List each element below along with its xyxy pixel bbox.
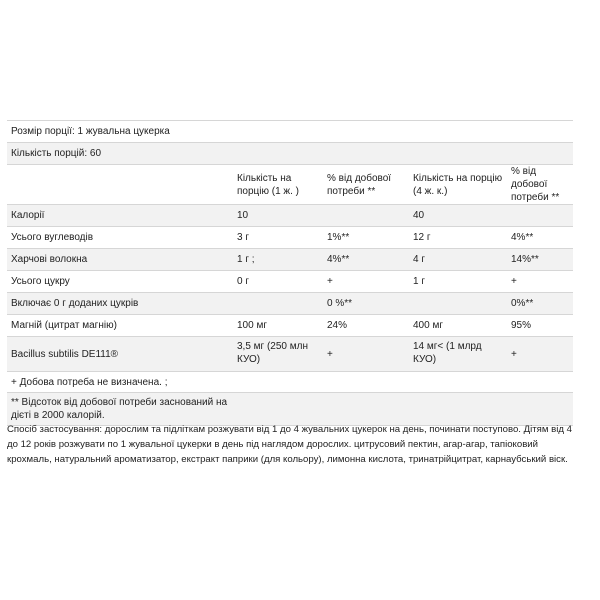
dv-4: 14%** — [507, 249, 573, 271]
table-row — [7, 227, 573, 249]
amount-4: 1 г — [409, 271, 507, 293]
table-row — [7, 293, 573, 315]
amount-1: 0 г — [233, 271, 323, 293]
dv-1: 0 %** — [323, 293, 409, 315]
header-name-cell — [7, 165, 233, 205]
footnote-stars-empty — [233, 393, 573, 426]
nutrient-name: Bacillus subtilis DE111® — [7, 337, 233, 372]
amount-4: 40 — [409, 205, 507, 227]
nutrient-name: Магній (цитрат магнію) — [7, 315, 233, 337]
header-amount-1: Кількість на порцію (1 ж. ) — [233, 165, 323, 205]
footnote-plus-row — [7, 372, 573, 393]
serving-size-row — [7, 121, 573, 143]
dv-1: 24% — [323, 315, 409, 337]
dv-4: 4%** — [507, 227, 573, 249]
amount-1 — [233, 293, 323, 315]
nutrient-name: Харчові волокна — [7, 249, 233, 271]
header-dv-1: % від добової потреби ** — [323, 165, 409, 205]
amount-4: 12 г — [409, 227, 507, 249]
header-dv-4: % від добової потреби ** — [507, 165, 573, 205]
dv-4: 95% — [507, 315, 573, 337]
dv-4 — [507, 205, 573, 227]
nutrient-name: Усього цукру — [7, 271, 233, 293]
usage-instructions: Спосіб застосування: дорослим та підліткам розжувати від 1 до 4 жувальних цукерок на день, починати поступово. Дітям від 4 до 12 років розжувати по 1 жувальної цукерки в день під наглядом дорослих. цитрусовий пектин, агар-агар, тапіоковий крохмаль, натуральний ароматизатор, екстракт паприки (для кольору), лимонна кислота, тринатрійцитрат, карнаубський віск. — [7, 424, 572, 465]
table-row — [7, 315, 573, 337]
amount-1: 3 г — [233, 227, 323, 249]
amount-4: 400 мг — [409, 315, 507, 337]
dv-4: 0%** — [507, 293, 573, 315]
amount-1: 3,5 мг (250 млн КУО) — [233, 337, 323, 372]
amount-1: 100 мг — [233, 315, 323, 337]
dv-4: + — [507, 337, 573, 372]
table-row — [7, 337, 573, 372]
dv-1: 4%** — [323, 249, 409, 271]
dv-1: + — [323, 271, 409, 293]
footnote-stars-row — [7, 393, 573, 426]
nutrient-name: Усього вуглеводів — [7, 227, 233, 249]
supplement-facts — [7, 120, 573, 426]
amount-4: 4 г — [409, 249, 507, 271]
header-row — [7, 165, 573, 205]
table-row — [7, 249, 573, 271]
amount-4 — [409, 293, 507, 315]
dv-1 — [323, 205, 409, 227]
amount-1: 1 г ; — [233, 249, 323, 271]
supplement-facts-table — [7, 120, 573, 426]
amount-4: 14 мг< (1 млрд КУО) — [409, 337, 507, 372]
servings-count-row — [7, 143, 573, 165]
table-row — [7, 271, 573, 293]
amount-1: 10 — [233, 205, 323, 227]
table-row — [7, 205, 573, 227]
servings-count: Кількість порцій: 60 — [7, 143, 573, 165]
footnote-stars: ** Відсоток від добової потреби заснований на дієті в 2000 калорій. — [7, 393, 233, 426]
dv-1: 1%** — [323, 227, 409, 249]
header-amount-4: Кількість на порцію (4 ж. к.) — [409, 165, 507, 205]
dv-1: + — [323, 337, 409, 372]
footnote-plus: + Добова потреба не визначена. ; — [7, 372, 573, 393]
nutrient-name: Калорії — [7, 205, 233, 227]
dv-4: + — [507, 271, 573, 293]
nutrient-name: Включає 0 г доданих цукрів — [7, 293, 233, 315]
serving-size: Розмір порції: 1 жувальна цукерка — [7, 121, 573, 143]
